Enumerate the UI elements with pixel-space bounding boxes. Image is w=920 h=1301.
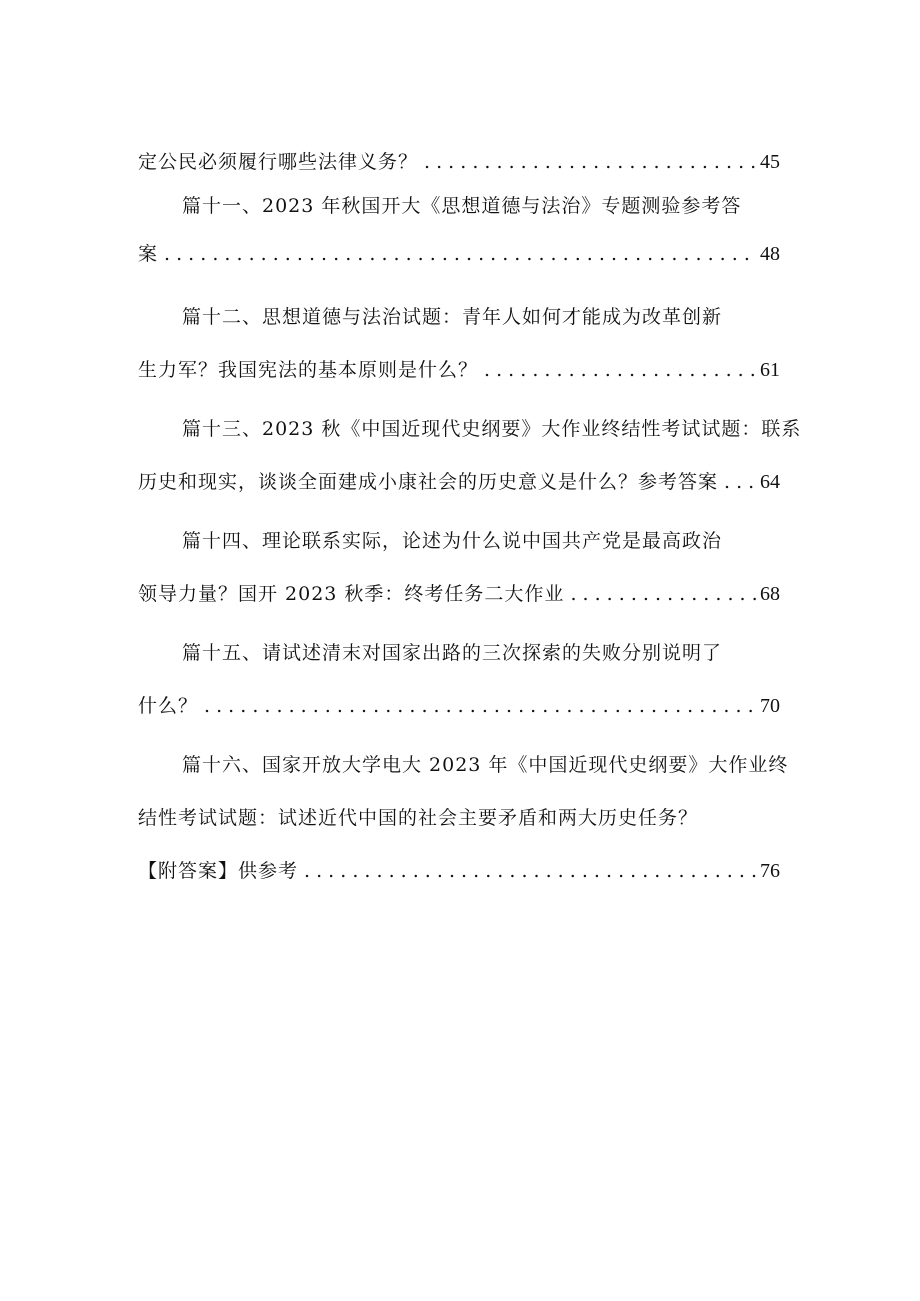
- toc-entry-text: 生力军？我国宪法的基本原则是什么？: [138, 359, 479, 381]
- toc-entry-text: 篇十一、2023 年秋国开大《思想道德与法治》专题测验参考答: [182, 195, 742, 217]
- toc-entry-line[interactable]: [138, 403, 802, 456]
- toc-entry-line[interactable]: [138, 456, 780, 509]
- toc-entry-text: 历史和现实，谈谈全面建成小康社会的历史意义是什么？参考答案: [138, 471, 719, 493]
- toc-page-number: 64: [760, 471, 780, 493]
- dot-leader: [484, 344, 756, 397]
- toc-entry-text: 篇十二、思想道德与法治试题：青年人如何才能成为改革创新: [182, 306, 723, 328]
- dot-leader: [570, 568, 756, 621]
- toc-entry-line[interactable]: [138, 627, 780, 680]
- toc-entry-text: 篇十五、请试述清末对国家出路的三次探索的失败分别说明了: [182, 642, 723, 664]
- toc-entry-line[interactable]: [138, 140, 780, 184]
- toc-entry-line[interactable]: [138, 792, 780, 845]
- toc-page-number: 70: [760, 695, 780, 717]
- toc-entry-line[interactable]: [138, 739, 789, 792]
- toc-entry-text: 领导力量？国开 2023 秋季：终考任务二大作业: [138, 583, 565, 605]
- table-of-contents: [138, 140, 802, 898]
- toc-page-number: 61: [760, 359, 780, 381]
- dot-leader: [424, 140, 756, 184]
- toc-entry-line[interactable]: [138, 228, 780, 281]
- dot-leader: [204, 680, 756, 733]
- toc-entry-line[interactable]: [138, 568, 780, 621]
- toc-entry-text: 定公民必须履行哪些法律义务？: [138, 151, 419, 173]
- toc-entry-text: 篇十四、理论联系实际，论述为什么说中国共产党是最高政治: [182, 530, 723, 552]
- toc-entry-line[interactable]: [138, 184, 780, 228]
- toc-entry-text: 案: [138, 243, 159, 265]
- toc-entry-line[interactable]: [138, 680, 780, 733]
- toc-page-number: 48: [760, 243, 780, 265]
- dot-leader: [304, 845, 756, 898]
- toc-entry-line[interactable]: [138, 845, 780, 898]
- toc-entry-text: 【附答案】供参考: [138, 860, 299, 882]
- toc-entry-line[interactable]: [138, 291, 780, 344]
- toc-entry-text: 篇十三、2023 秋《中国近现代史纲要》大作业终结性考试试题：联系: [182, 418, 802, 440]
- toc-page-number: 76: [760, 860, 780, 882]
- toc-page-number: 45: [760, 151, 780, 173]
- toc-entry-line[interactable]: [138, 344, 780, 397]
- toc-entry-line[interactable]: [138, 515, 780, 568]
- dot-leader: [164, 228, 756, 281]
- toc-entry-text: 篇十六、国家开放大学电大 2023 年《中国近现代史纲要》大作业终: [182, 754, 789, 776]
- toc-page-number: 68: [760, 583, 780, 605]
- toc-entry-text: 什么？: [138, 695, 199, 717]
- dot-leader: [724, 456, 756, 509]
- toc-entry-text: 结性考试试题：试述近代中国的社会主要矛盾和两大历史任务？: [138, 807, 699, 829]
